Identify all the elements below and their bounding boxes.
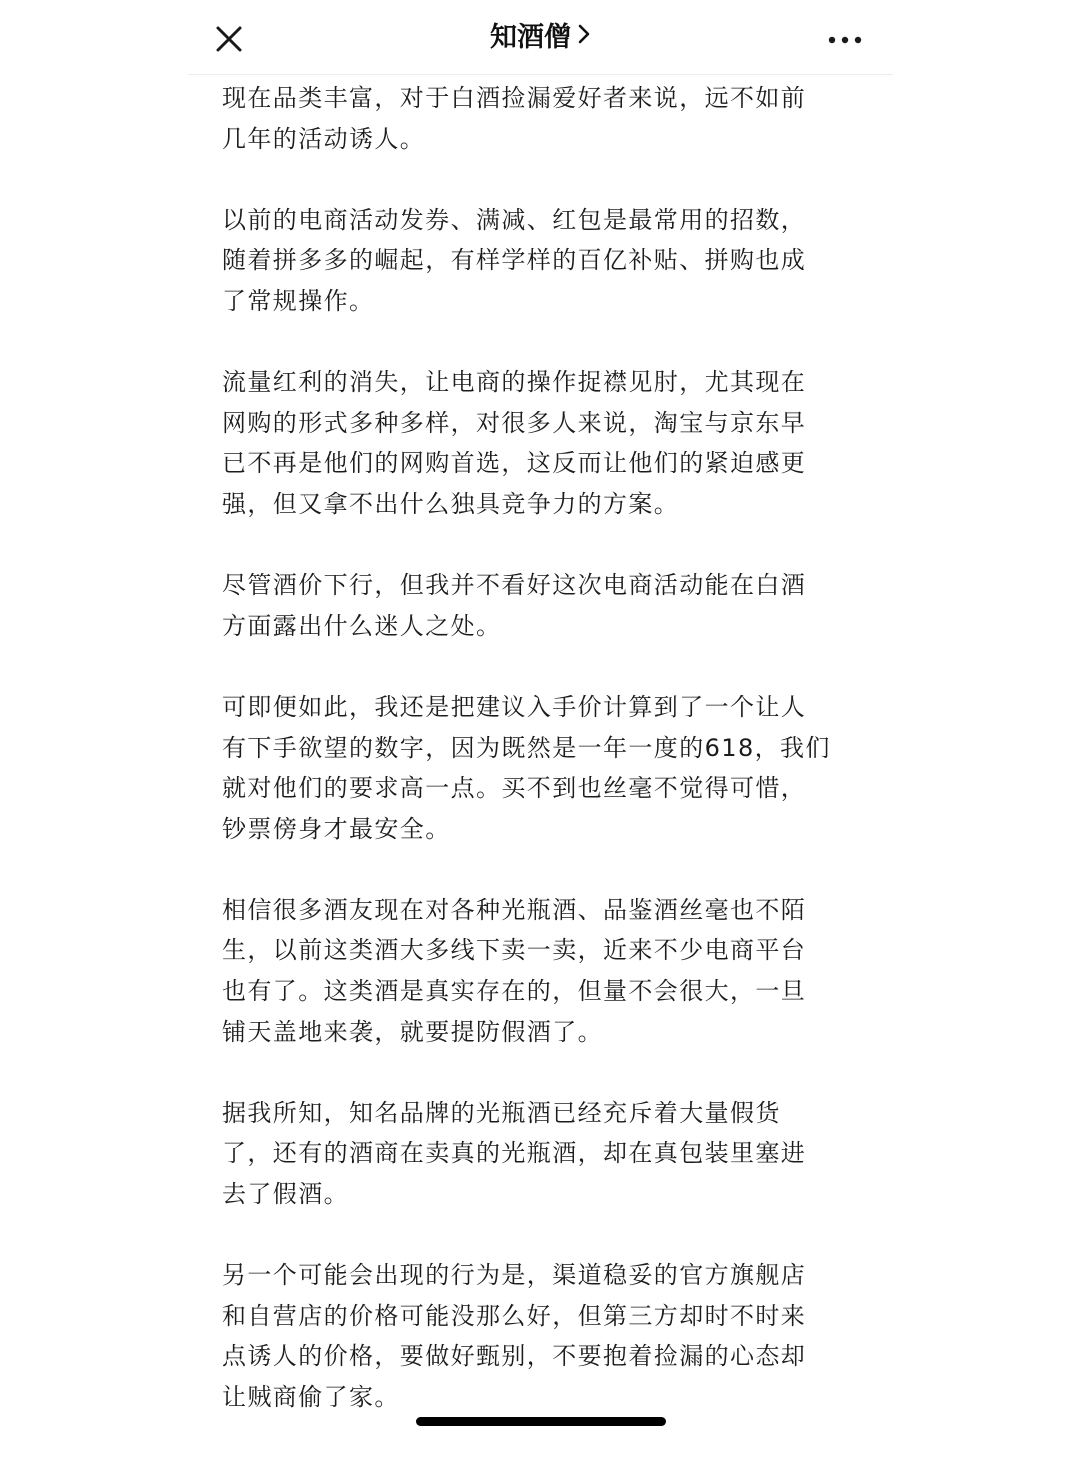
home-indicator[interactable] <box>416 1417 666 1426</box>
more-horizontal-icon <box>825 22 865 58</box>
article-paragraph: 可即便如此，我还是把建议入手价计算到了一个让人 有下手欲望的数字，因为既然是一年一度的618，我们 就对他们的要求高一点。买不到也丝毫不觉得可惜， 钞票傍身才最安全。 <box>222 692 831 843</box>
article-paragraph: 另一个可能会出现的行为是，渠道稳妥的官方旗舰店 和自营店的价格可能没那么好，但第三方却时不时来 点诱人的价格，要做好甄别，不要抱着捡漏的心态却 让贼商偷了家。 <box>222 1261 807 1411</box>
page-title: 知酒僧 <box>490 22 571 53</box>
article-paragraph: 现在品类丰富，对于白酒捡漏爱好者来说，远不如前 几年的活动诱人。 <box>222 84 807 153</box>
article-paragraph: 流量红利的消失，让电商的操作捉襟见肘，尤其现在 网购的形式多种多样，对很多人来说，淘宝与京东早 已不再是他们的网购首选，这反而让他们的紧迫感更 强，但又拿不出什么独具竞争力的方案。 <box>222 368 807 518</box>
article-paragraph: 尽管酒价下行，但我并不看好这次电商活动能在白酒 方面露出什么迷人之处。 <box>222 571 807 640</box>
navigation-bar <box>188 0 893 75</box>
article-paragraph: 以前的电商活动发券、满减、红包是最常用的招数， 随着拼多多的崛起，有样学样的百亿补贴、拼购也成 了常规操作。 <box>222 205 807 315</box>
article-body <box>222 78 862 1458</box>
chevron-right-icon <box>577 17 591 57</box>
article-paragraph: 据我所知，知名品牌的光瓶酒已经充斥着大量假货 了，还有的酒商在卖真的光瓶酒，却在真包装里塞进 去了假酒。 <box>222 1098 807 1209</box>
article-paragraph: 相信很多酒友现在对各种光瓶酒、品鉴酒丝毫也不陌 生，以前这类酒大多线下卖一卖，近来不少电商平台 也有了。这类酒是真实存在的，但量不会很大，一旦 铺天盖地来袭，就要提防假酒了。 <box>222 895 807 1046</box>
more-options-button[interactable] <box>825 22 865 58</box>
account-name-link[interactable] <box>188 18 893 58</box>
